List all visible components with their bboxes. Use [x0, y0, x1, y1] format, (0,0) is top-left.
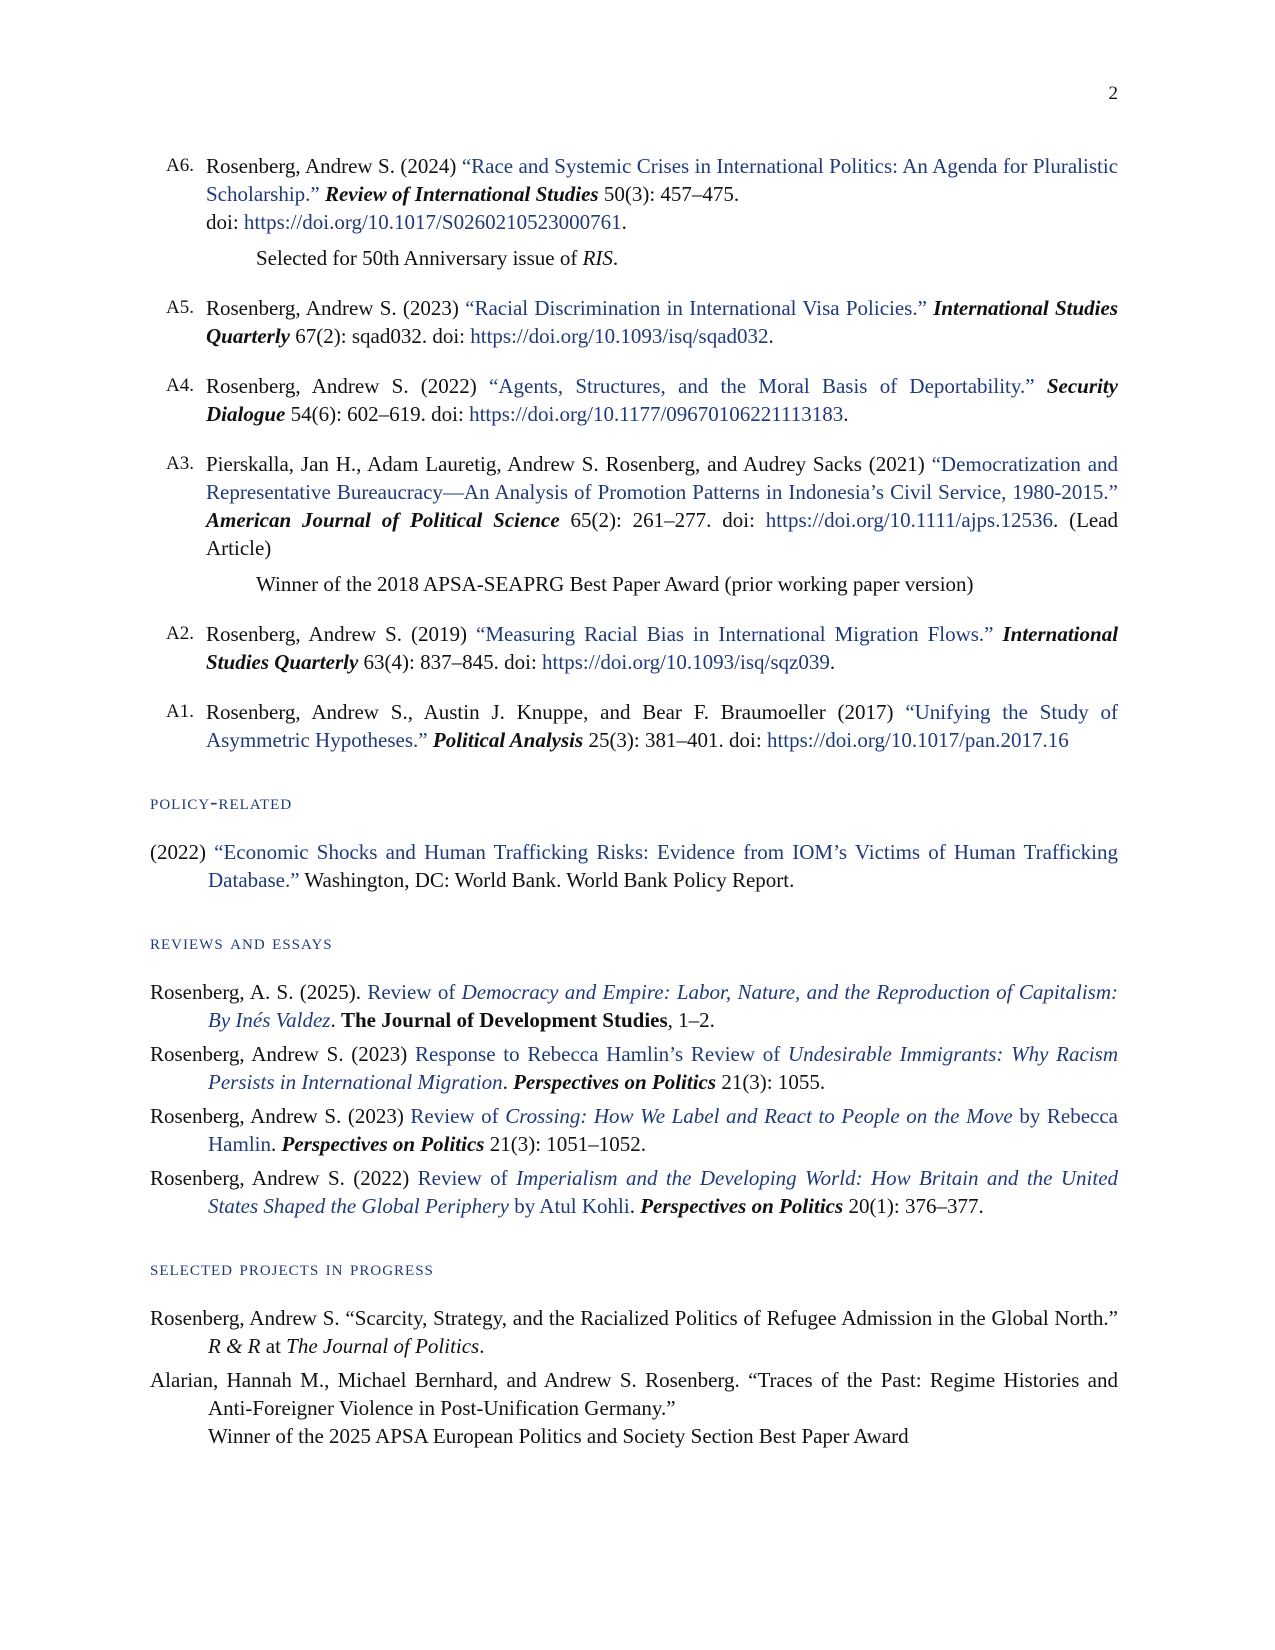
doi-suffix: . [1052, 508, 1059, 532]
review-entry: Rosenberg, A. S. (2025). Review of Democracy and Empire: Labor, Nature, and the Reproduction of Capitalism: By Inés Valdez. The Journal of Development Studies, 1–2. [150, 980, 1118, 1032]
article-label: A5. [166, 297, 194, 318]
article-entry-a3 [150, 450, 1118, 598]
doi-link[interactable]: https://doi.org/10.1177/09670106221113183 [469, 402, 844, 426]
article-authors: Rosenberg, Andrew S. (2023) [206, 296, 459, 320]
journal-name: Review of International Studies [324, 182, 599, 206]
review-book-title: Crossing: How We Label and React to People on the Move [505, 1104, 1013, 1128]
doi-link[interactable]: https://doi.org/10.1017/pan.2017.16 [766, 728, 1069, 752]
article-entry-a1 [150, 698, 1118, 754]
article-details: 50(3): 457–475. [603, 182, 740, 206]
article-details: 54(6): 602–619. [290, 402, 426, 426]
doi-prefix: doi: [206, 210, 239, 234]
project-entry: Rosenberg, Andrew S. “Scarcity, Strategy, and the Racialized Politics of Refugee Admission in the Global North.” R & R at The Journal of Politics. [150, 1306, 1118, 1358]
review-authors: Rosenberg, Andrew S. (2022) [150, 1166, 410, 1190]
policy-entry [150, 838, 1118, 894]
review-details: 21(3): 1051–1052. [484, 1132, 647, 1156]
doi-link[interactable]: https://doi.org/10.1093/isq/sqad032 [470, 324, 769, 348]
article-authors: Pierskalla, Jan H., Adam Lauretig, Andrew S. Rosenberg, and Audrey Sacks (2021) [206, 452, 925, 476]
article-details: 63(4): 837–845. [363, 650, 499, 674]
project-note: Winner of the 2025 APSA European Politics and Society Section Best Paper Award [208, 1424, 909, 1448]
article-label: A2. [166, 623, 194, 644]
project-status: R & R [208, 1334, 261, 1358]
review-link[interactable]: Response to Rebecca Hamlin’s Review of Undesirable Immigrants: Why Racism Persists in International Migration [208, 1042, 1119, 1094]
review-journal: Perspectives on Politics [513, 1070, 717, 1094]
article-authors: Rosenberg, Andrew S. (2024) [206, 154, 457, 178]
article-title-link[interactable]: “Race and Systemic Crises in International Politics: An Agenda for Pluralistic Scholarship.” [206, 154, 1119, 206]
section-heading-projects: selected projects in progress [150, 1255, 434, 1280]
review-authors: Rosenberg, Andrew S. (2023) [150, 1104, 404, 1128]
review-journal: The Journal of Development Studies [340, 1008, 668, 1032]
article-note: Selected for 50th Anniversary issue of RIS. [256, 246, 619, 270]
review-details: 21(3): 1055. [716, 1070, 826, 1094]
journal-name: American Journal of Political Science [206, 508, 560, 532]
doi-prefix: doi: [431, 402, 464, 426]
journal-name: International Studies Quarterly [206, 296, 1119, 348]
review-details: 20(1): 376–377. [843, 1194, 984, 1218]
review-book-title: Democracy and Empire: Labor, Nature, and the Reproduction of Capitalism: By Inés Valdez [208, 980, 1118, 1032]
journal-name: Security Dialogue [206, 374, 1118, 426]
doi-suffix: . [829, 650, 836, 674]
doi-suffix: . [621, 210, 627, 234]
project-entry [150, 1366, 1118, 1450]
project-text: Rosenberg, Andrew S. “Scarcity, Strategy, and the Racialized Politics of Refugee Admission in the Global North.” [150, 1306, 1118, 1330]
cv-content [150, 152, 1118, 1456]
review-details: , 1–2. [667, 1008, 715, 1032]
doi-suffix: . [843, 402, 849, 426]
review-book-title: Imperialism and the Developing World: How Britain and the United States Shaped the Global Periphery [208, 1166, 1119, 1218]
article-label: A4. [166, 375, 194, 396]
article-details: 65(2): 261–277. [570, 508, 712, 532]
doi-link[interactable]: https://doi.org/10.1017/S0260210523000761 [243, 210, 622, 234]
article-note: Winner of the 2018 APSA-SEAPRG Best Paper Award (prior working paper version) [256, 572, 974, 596]
doi-prefix: doi: [722, 508, 755, 532]
journal-name: Political Analysis [432, 728, 584, 752]
article-entry-a2 [150, 620, 1118, 676]
review-authors: Rosenberg, A. S. (2025). [150, 980, 362, 1004]
review-journal: Perspectives on Politics [640, 1194, 844, 1218]
article-extra: (Lead Article) [206, 508, 1119, 560]
article-title-link[interactable]: “Democratization and Representative Bureaucracy—An Analysis of Promotion Patterns in Indonesia’s Civil Service, 1980-2015.” [206, 452, 1119, 504]
review-book-title: Undesirable Immigrants: Why Racism Persists in International Migration [208, 1042, 1119, 1094]
policy-year: (2022) [150, 840, 206, 864]
doi-prefix: doi: [729, 728, 762, 752]
policy-title-link[interactable]: “Economic Shocks and Human Trafficking Risks: Evidence from IOM’s Victims of Human Trafficking Database.” [208, 840, 1118, 892]
section-heading-reviews: reviews and essays [150, 929, 333, 954]
article-authors: Rosenberg, Andrew S. (2022) [206, 374, 477, 398]
section-heading-policy: policy-related [150, 789, 293, 814]
article-title-link[interactable]: “Racial Discrimination in International Visa Policies.” [465, 296, 927, 320]
article-authors: Rosenberg, Andrew S., Austin J. Knuppe, and Bear F. Braumoeller (2017) [206, 700, 894, 724]
review-journal: Perspectives on Politics [281, 1132, 485, 1156]
review-link[interactable]: Review of Democracy and Empire: Labor, Nature, and the Reproduction of Capitalism: By Inés Valdez [208, 980, 1118, 1032]
article-label: A6. [166, 155, 194, 176]
article-entry-a5 [150, 294, 1118, 350]
article-details: 67(2): sqad032. [295, 324, 428, 348]
policy-details: Washington, DC: World Bank. World Bank Policy Report. [304, 868, 795, 892]
doi-suffix: . [768, 324, 774, 348]
doi-link[interactable]: https://doi.org/10.1111/ajps.12536 [765, 508, 1053, 532]
article-label: A3. [166, 453, 194, 474]
review-authors: Rosenberg, Andrew S. (2023) [150, 1042, 408, 1066]
article-entry-a6 [150, 152, 1118, 272]
article-title-link[interactable]: “Measuring Racial Bias in International Migration Flows.” [476, 622, 994, 646]
article-title-link[interactable]: “Unifying the Study of Asymmetric Hypotheses.” [206, 700, 1119, 752]
doi-prefix: doi: [504, 650, 537, 674]
page-number: 2 [1108, 83, 1118, 104]
review-entry: Rosenberg, Andrew S. (2023) Review of Crossing: How We Label and React to People on the Move by Rebecca Hamlin. Perspectives on Politics 21(3): 1051–1052. [150, 1104, 1119, 1156]
article-details: 25(3): 381–401. [588, 728, 724, 752]
project-text: Alarian, Hannah M., Michael Bernhard, and Andrew S. Rosenberg. “Traces of the Past: Regime Histories and Anti-Foreigner Violence in Post-Unification Germany.” [150, 1368, 1118, 1420]
note-abbrev: RIS [582, 246, 613, 270]
review-entry: Rosenberg, Andrew S. (2023) Response to Rebecca Hamlin’s Review of Undesirable Immigrants: Why Racism Persists in International Migration. Perspectives on Politics 21(3): 1055. [150, 1042, 1119, 1094]
doi-prefix: doi: [432, 324, 465, 348]
article-entry-a4 [150, 372, 1118, 428]
review-link[interactable]: Review of Imperialism and the Developing World: How Britain and the United States Shaped the Global Periphery by Atul Kohli [208, 1166, 1119, 1218]
article-authors: Rosenberg, Andrew S. (2019) [206, 622, 468, 646]
project-journal: The Journal of Politics [286, 1334, 480, 1358]
doi-link[interactable]: https://doi.org/10.1093/isq/sqz039 [542, 650, 830, 674]
article-label: A1. [166, 701, 194, 722]
review-entry: Rosenberg, Andrew S. (2022) Review of Imperialism and the Developing World: How Britain and the United States Shaped the Global Periphery by Atul Kohli. Perspectives on Politics 20(1): 376–377. [150, 1166, 1119, 1218]
article-title-link[interactable]: “Agents, Structures, and the Moral Basis of Deportability.” [489, 374, 1035, 398]
review-link[interactable]: Review of Crossing: How We Label and React to People on the Move by Rebecca Hamlin [208, 1104, 1119, 1156]
journal-name: International Studies Quarterly [206, 622, 1119, 674]
